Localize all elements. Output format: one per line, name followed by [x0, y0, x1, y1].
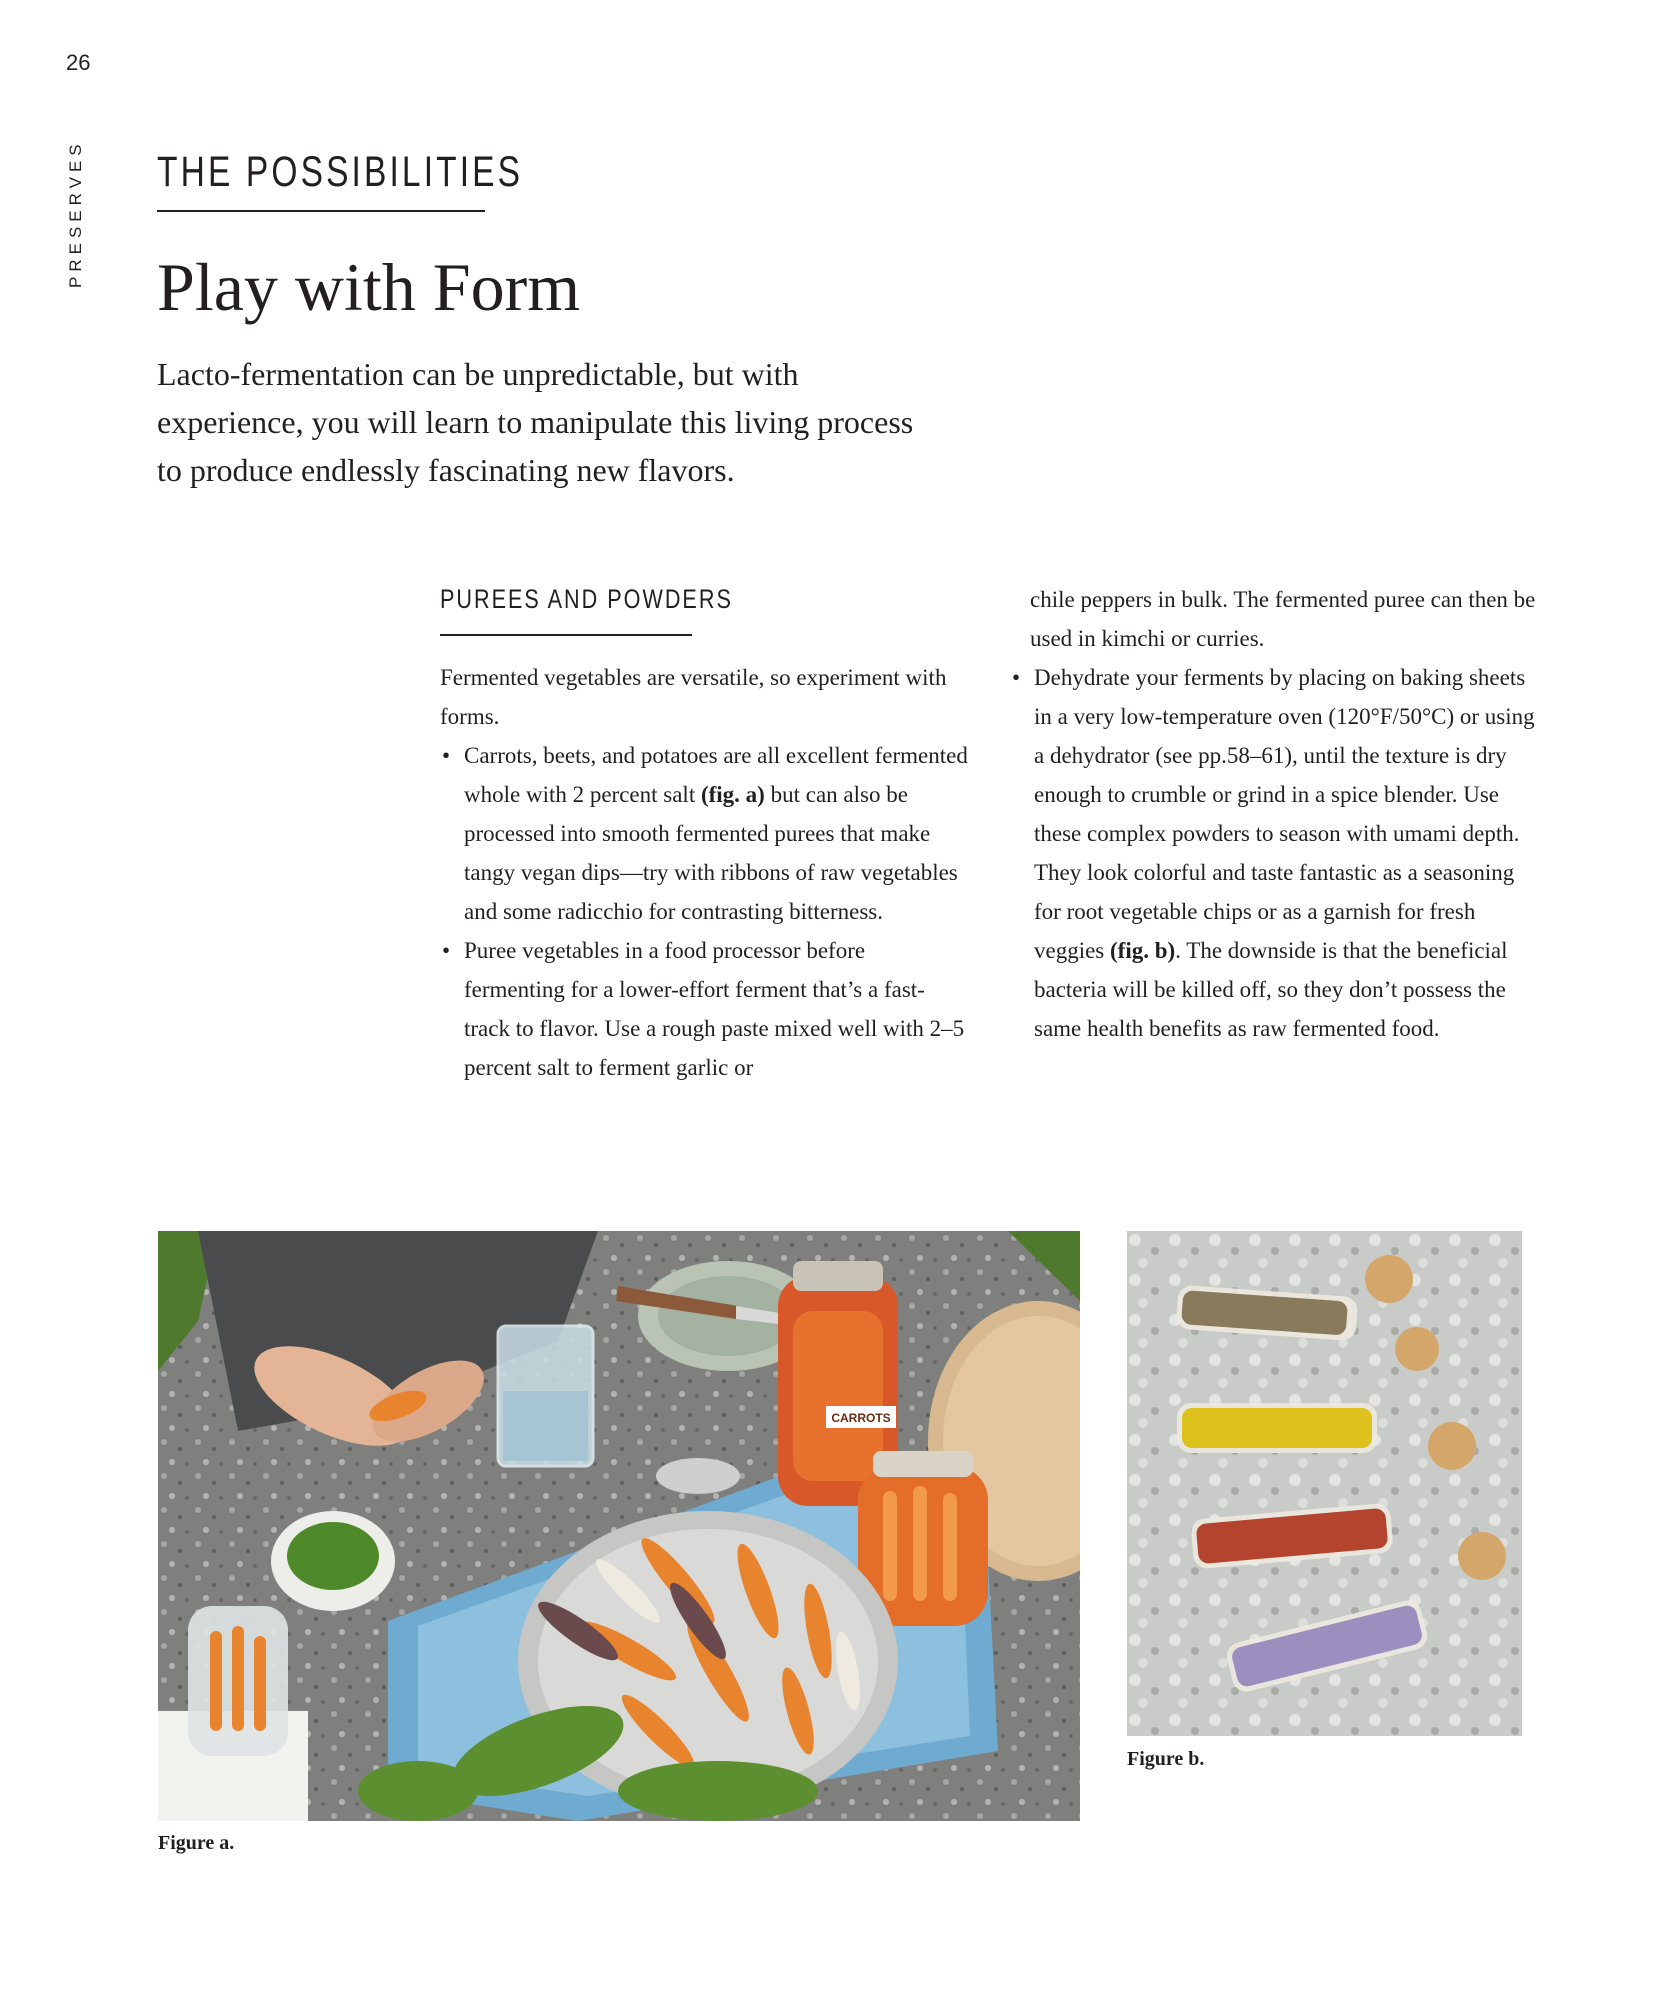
bullet-text: but can also be processed into smooth fermented purees that make tangy vegan dips—try with ribbons of raw vegetables and some radicchio for contrasting bitterness. — [464, 782, 958, 924]
powder-vial-yellow — [1177, 1403, 1377, 1453]
jar-label-text: CARROTS — [831, 1411, 891, 1425]
article-column-left — [440, 580, 970, 1087]
running-section-label: PRESERVES — [66, 139, 85, 288]
page-title: Play with Form — [157, 249, 581, 325]
bullet-item-puree-first — [440, 931, 970, 1087]
figure-reference: (fig. b) — [1110, 938, 1176, 963]
cork — [1428, 1422, 1476, 1470]
subsection-heading-rule — [440, 634, 692, 636]
bullet-text: Dehydrate your ferments by placing on baking sheets in a very low-temperature oven (120°F/50°C) or using a dehydrator (see pp.58–61), until the texture is dry enough to crumble or grind in a spice blender. Use these complex powders to season with umami depth. They look colorful and taste fantastic as a seasoning for root vegetable chips or as a garnish for fresh veggies — [1034, 665, 1535, 963]
bullet-text: Carrots, beets, and potatoes are all excellent fermented whole with 2 percent salt — [464, 743, 968, 807]
subsection-heading: PUREES AND POWDERS — [440, 584, 733, 614]
figure-a-photo — [158, 1231, 1080, 1821]
cork — [1395, 1327, 1439, 1371]
herb-bowl — [271, 1511, 395, 1611]
water-glass — [498, 1326, 593, 1466]
vegetable-powders-illustration — [1127, 1231, 1522, 1736]
cork — [1365, 1255, 1413, 1303]
bullet-text: . The downside is that the beneficial bacteria will be killed off, so they don’t possess the same health benefits as raw fermented food. — [1034, 938, 1508, 1041]
lead-paragraph: Fermented vegetables are versatile, so experiment with forms. — [440, 665, 947, 729]
bullet-text: Puree vegetables in a food processor before fermenting for a lower-effort ferment that’s a fast-track to flavor. Use a rough paste mixed well with 2–5 percent salt to ferment garlic or — [464, 938, 965, 1080]
bullet-item-dehydrate — [1010, 658, 1540, 1048]
figure-reference: (fig. a) — [700, 782, 765, 807]
page-number: 26 — [66, 50, 91, 75]
figure-b-caption: Figure b. — [1127, 1748, 1205, 1770]
section-heading-rule — [157, 210, 485, 212]
figure-a-caption: Figure a. — [158, 1832, 235, 1854]
bullet-continuation: chile peppers in bulk. The fermented puree can then be used in kimchi or curries. — [1030, 587, 1536, 651]
intro-paragraph: Lacto-fermentation can be unpredictable, but with experience, you will learn to manipulate this living process to produce endlessly fascinating new flavors. — [157, 356, 914, 488]
cork — [1458, 1532, 1506, 1580]
section-heading: THE POSSIBILITIES — [157, 148, 524, 196]
article-column-right — [1010, 580, 1540, 1048]
salt-pile — [656, 1458, 740, 1494]
carrot-ferment-illustration — [158, 1231, 1080, 1821]
bullet-item-purees — [440, 736, 970, 931]
figure-b-photo — [1127, 1231, 1522, 1736]
bullet-list — [440, 736, 970, 1087]
bullet-list-continued — [1010, 658, 1540, 1048]
